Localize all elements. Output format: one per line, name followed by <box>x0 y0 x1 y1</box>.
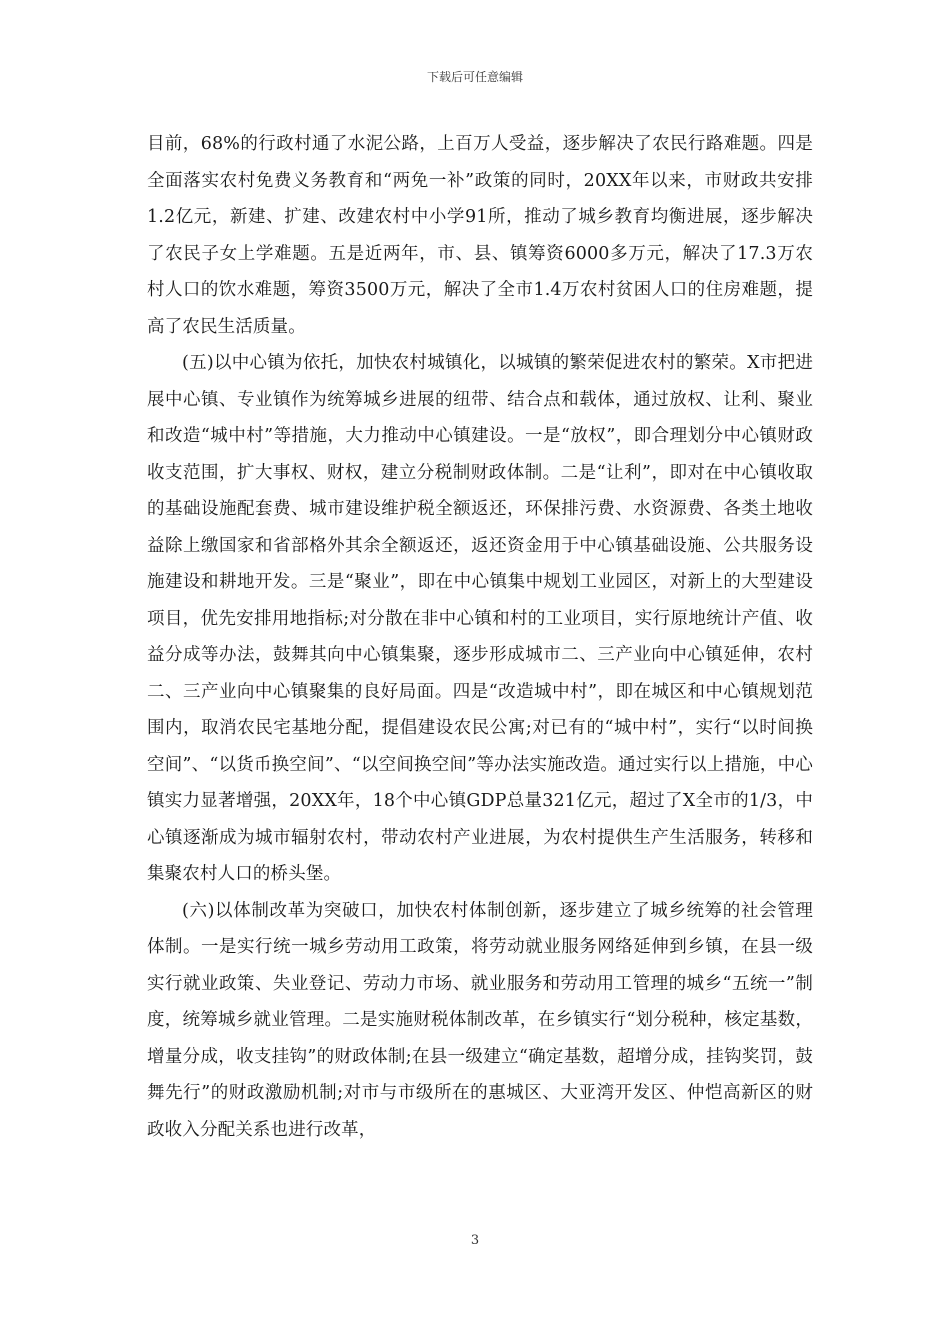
page-number: 3 <box>470 1233 480 1248</box>
document-body <box>147 126 813 1148</box>
paragraph-2: (五)以中心镇为依托，加快农村城镇化，以城镇的繁荣促进农村的繁荣。X市把进展中心镇、专业镇作为统筹城乡进展的纽带、结合点和载体，通过放权、让利、聚业和改造“城中村”等措施，大力推动中心镇建设。一是“放权”，即合理划分中心镇财政收支范围，扩大事权、财权，建立分税制财政体制。二是“让利”，即对在中心镇收取的基础设施配套费、城市建设维护税全额返还，环保排污费、水资源费、各类土地收益除上缴国家和省部格外其余全额返还，返还资金用于中心镇基础设施、公共服务设施建设和耕地开发。三是“聚业”，即在中心镇集中规划工业园区，对新上的大型建设项目，优先安排用地指标;对分散在非中心镇和村的工业项目，实行原地统计产值、收益分成等办法，鼓舞其向中心镇集聚，逐步形成城市二、三产业向中心镇延伸，农村二、三产业向中心镇聚集的良好局面。四是“改造城中村”，即在城区和中心镇规划范围内，取消农民宅基地分配，提倡建设农民公寓;对已有的“城中村”，实行“以时间换空间”、“以货币换空间”、“以空间换空间”等办法实施改造。通过实行以上措施，中心镇实力显著增强，20XX年，18个中心镇GDP总量321亿元，超过了X全市的1/3，中心镇逐渐成为城市辐射农村，带动农村产业进展，为农村提供生产生活服务，转移和集聚农村人口的桥头堡。 <box>147 353 813 884</box>
paragraph-1: 目前，68%的行政村通了水泥公路，上百万人受益，逐步解决了农民行路难题。四是全面落实农村免费义务教育和“两免一补”政策的同时，20XX年以来，市财政共安排1.2亿元，新建、扩建、改建农村中小学91所，推动了城乡教育均衡进展，逐步解决了农民子女上学难题。五是近两年，市、县、镇筹资6000多万元，解决了17.3万农村人口的饮水难题，筹资3500万元，解决了全市1.4万农村贫困人口的住房难题，提高了农民生活质量。 <box>147 134 813 337</box>
page-header: 下载后可任意编辑 <box>426 70 523 84</box>
paragraph-3: (六)以体制改革为突破口，加快农村体制创新，逐步建立了城乡统筹的社会管理体制。一是实行统一城乡劳动用工政策，将劳动就业服务网络延伸到乡镇，在县一级实行就业政策、失业登记、劳动力市场、就业服务和劳动用工管理的城乡“五统一”制度，统筹城乡就业管理。二是实施财税体制改革，在乡镇实行“划分税种，核定基数，增量分成，收支挂钩”的财政体制;在县一级建立“确定基数，超增分成，挂钩奖罚，鼓舞先行”的财政激励机制;对市与市级所在的惠城区、大亚湾开发区、仲恺高新区的财政收入分配关系也进行改革， <box>147 900 813 1140</box>
